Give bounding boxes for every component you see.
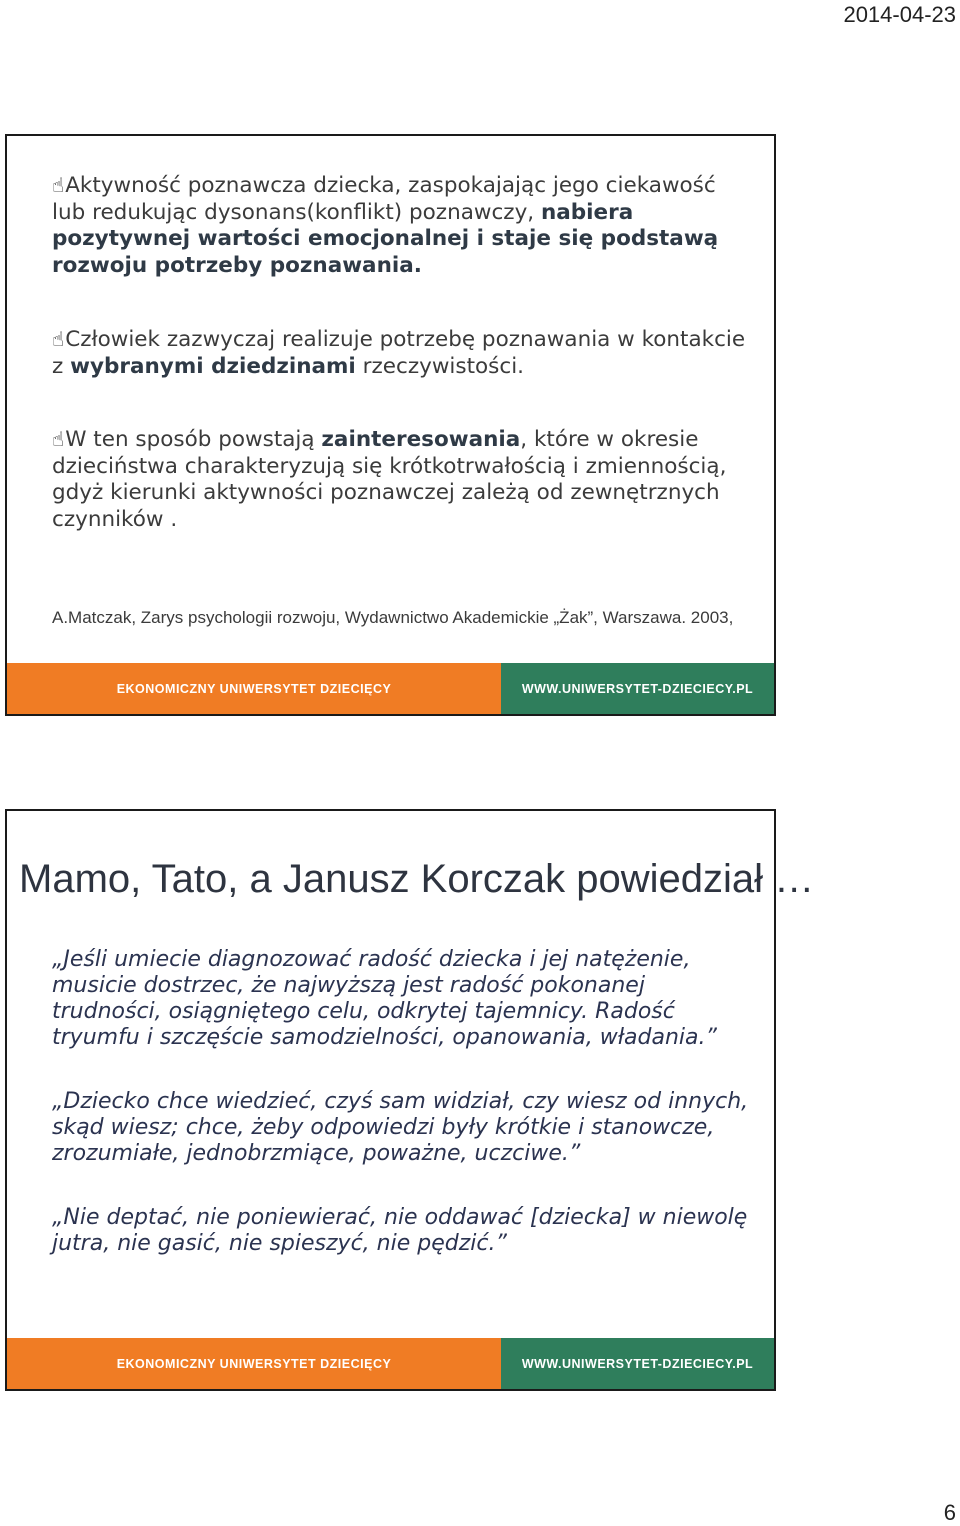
slide-1 — [5, 134, 776, 716]
page-date: 2014-04-23 — [843, 2, 956, 27]
pointing-hand-icon: ☝ — [52, 427, 65, 451]
slide-footer — [7, 1338, 774, 1389]
page-number: 6 — [943, 1500, 956, 1525]
slide-1-body — [52, 172, 754, 533]
emphasis-text: zainteresowania — [321, 427, 521, 452]
paragraph-3: ☝W ten sposób powstają zainteresowania, które w okresie dzieciństwa charakteryzują się krótkotrwałością i zmiennością, gdyż kierunki aktywności poznawczej zależą od zewnętrznych czynników . — [52, 427, 727, 532]
slide-footer — [7, 663, 774, 714]
citation: A.Matczak, Zarys psychologii rozwoju, Wydawnictwo Akademickie „Żak”, Warszawa. 2003, — [52, 608, 734, 627]
paragraph-1: ☝Aktywność poznawcza dziecka, zaspokajając jego ciekawość lub redukując dysonans(konflikt) poznawczy, nabiera pozytywnej wartości emocjonalnej i staje się podstawą rozwoju potrzeby poznawania. — [52, 173, 719, 278]
footer-website-link[interactable]: WWW.UNIWERSYTET-DZIECIECY.PL — [501, 1338, 774, 1389]
slide-title: Mamo, Tato, a Janusz Korczak powiedział … — [19, 857, 815, 901]
quote-2: „Dziecko chce wiedzieć, czyś sam widział, czy wiesz od innych, skąd wiesz; chce, żeby odpowiedzi były krótkie i stanowcze, zrozumiałe, jednobrzmiące, poważne, uczciwe.” — [52, 1089, 749, 1166]
slide-2-body — [52, 947, 754, 1257]
quote-3: „Nie deptać, nie poniewierać, nie oddawać [dziecka] w niewolę jutra, nie gasić, nie spieszyć, nie pędzić.” — [52, 1205, 748, 1256]
quote-1: „Jeśli umiecie diagnozować radość dziecka i jej natężenie, musicie dostrzec, że najwyższą jest radość pokonanej trudności, osiągniętego celu, odkrytej tajemnicy. Radość tryumfu i szczęście samodzielności, opanowania, władania.” — [52, 947, 717, 1050]
footer-university-name: EKONOMICZNY UNIWERSYTET DZIECIĘCY — [7, 663, 501, 714]
emphasis-text: wybranymi dziedzinami — [70, 353, 356, 379]
footer-university-name: EKONOMICZNY UNIWERSYTET DZIECIĘCY — [7, 1338, 501, 1389]
pointing-hand-icon: ☝ — [52, 327, 65, 351]
paragraph-2: ☝Człowiek zazwyczaj realizuje potrzebę poznawania w kontakcie z wybranymi dziedzinami rzeczywistości. — [52, 327, 746, 379]
emphasis-text: nabiera pozytywnej wartości emocjonalnej i staje się podstawą rozwoju potrzeby poznawania. — [52, 199, 719, 278]
slide-2 — [5, 809, 815, 1391]
footer-website-link[interactable]: WWW.UNIWERSYTET-DZIECIECY.PL — [501, 663, 774, 714]
pointing-hand-icon: ☝ — [52, 173, 65, 197]
